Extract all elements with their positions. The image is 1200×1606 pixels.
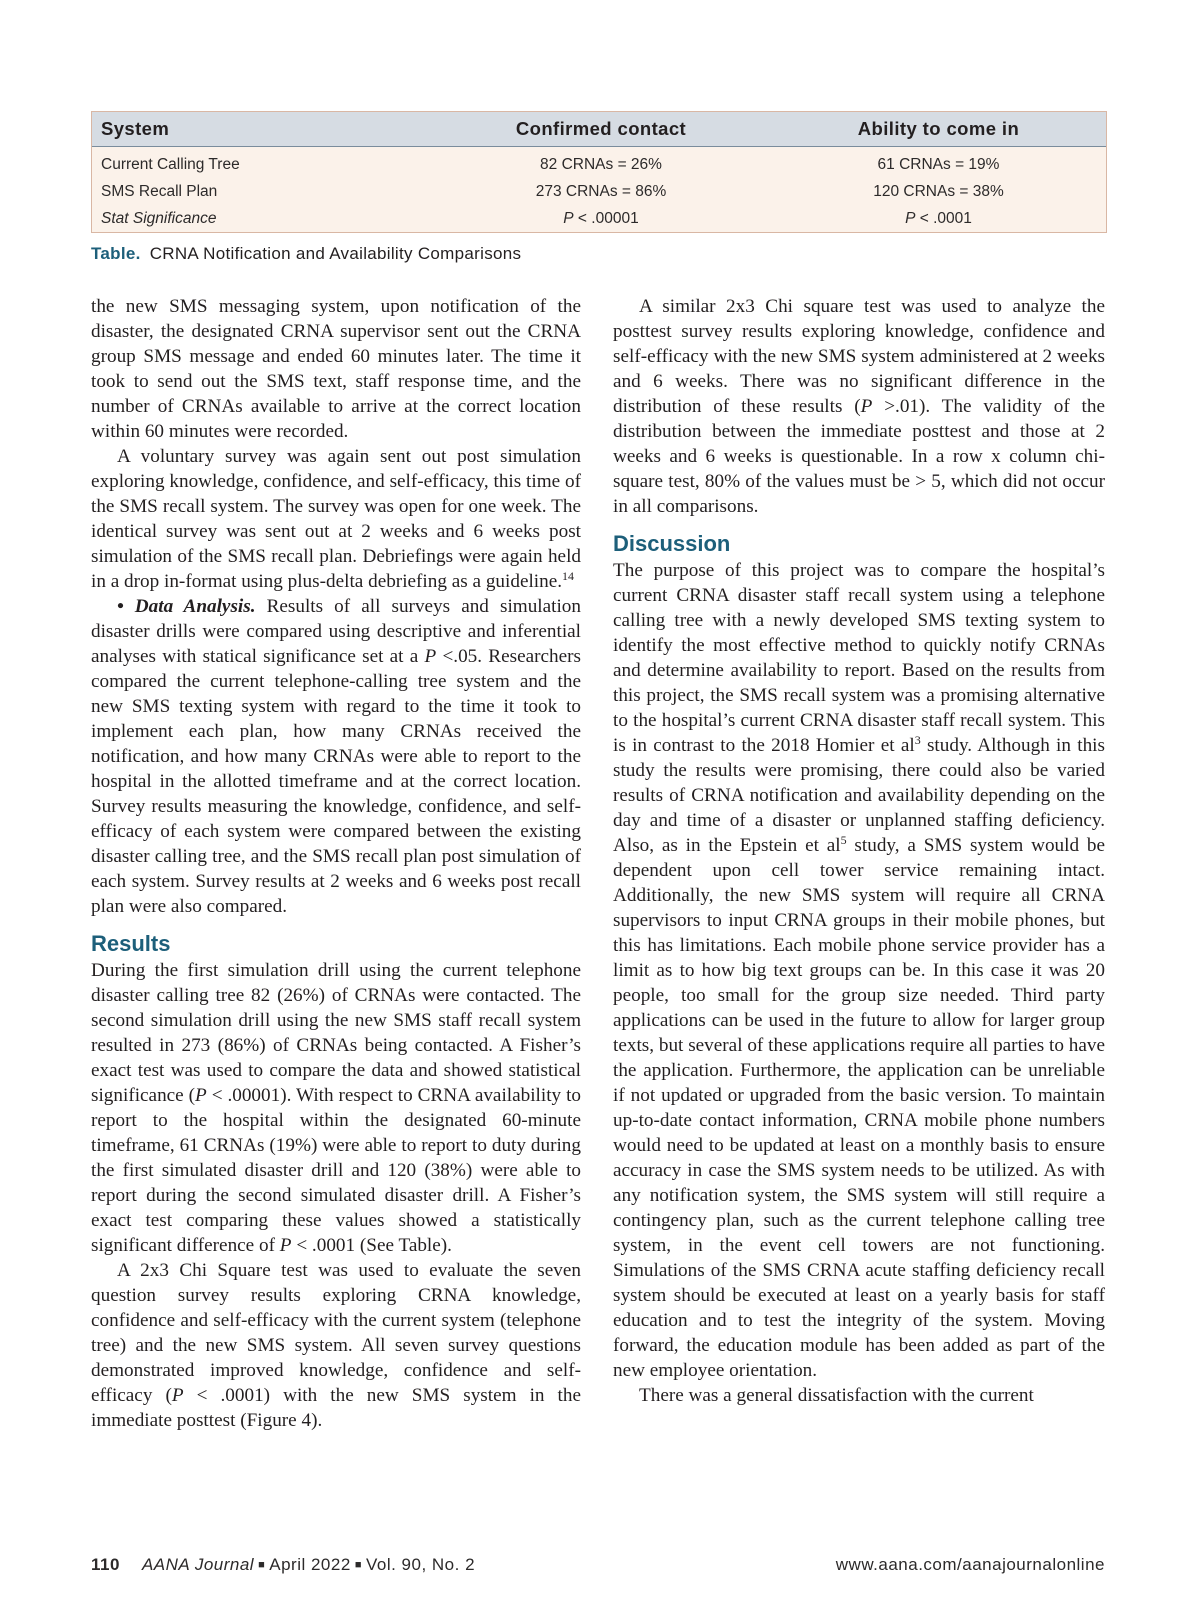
table-cell: 273 CRNAs = 86%	[535, 182, 667, 200]
table-cell: 82 CRNAs = 26%	[540, 155, 662, 173]
body-paragraph: A similar 2x3 Chi square test was used to analyze the posttest survey results exploring knowledge, confidence and self-efficacy with the new SMS system administered at 2 weeks and 6 weeks. There was no significant difference in the distribution of these results (P >.01). The validity of the distribution between the immediate posttest and those at 2 weeks and 6 weeks is questionable. In a row x column chi-square test, 80% of the values must be > 5, which did not occur in all comparisons.	[613, 296, 1106, 517]
issue-date: April 2022	[269, 1555, 351, 1574]
journal-url: www.aana.com/aanajournalonline	[835, 1555, 1105, 1574]
body-paragraph: There was a general dissatisfaction with the current	[639, 1385, 1034, 1406]
separator-icon: ■	[354, 1559, 362, 1571]
body-paragraph: the new SMS messaging system, upon notification of the disaster, the designated CRNA supervisor sent out the CRNA group SMS message and ended 60 minutes later. The time it took to send out the SMS text, staff response time, and the number of CRNAs available to arrive at the correct location within 60 minutes were recorded.	[91, 296, 581, 442]
volume-info: Vol. 90, No. 2	[365, 1555, 476, 1574]
left-column	[91, 294, 581, 1433]
table-row	[92, 147, 1106, 179]
column-header: Confirmed contact	[431, 112, 771, 147]
table-caption-text: CRNA Notification and Availability Comparisons	[149, 244, 522, 263]
body-paragraph: The purpose of this project was to compare the hospital’s current CRNA disaster staff recall system using a telephone calling tree with a newly developed SMS texting system to identify the most effective method to quickly notify CRNAs and determine availability to report. Based on the results from this project, the SMS recall system was a promising alternative to the hospital’s current CRNA disaster staff recall system. This is in contrast to the 2018 Homier et $al^3$ study. Although in this study the results were promising, there could also be varied results of CRNA notification and availability depending on the day and time of a disaster or unplanned staffing deficiency. Also, as in the Epstein et $al^5$ study, a SMS system would be dependent upon cell tower service remaining intact. Additionally, the new SMS system will require all CRNA supervisors to input CRNA groups in their mobile phones, but this has limitations. Each mobile phone service provider has a limit as to how big text groups can be. In this case it was 20 people, too small for the group size needed. Third party applications can be used in the future to allow for larger group texts, but several of these applications require all parties to have the application. Furthermore, the application can be unreliable if not updated or upgraded from the basic version. To maintain up-to-date contact information, CRNA mobile phone numbers would need to be updated at least on a monthly basis to ensure accuracy in case the SMS system needs to be utilized. As with any notification system, the SMS system will still require a contingency plan, such as the current telephone calling tree system, in the event cell towers are not functioning. Simulations of the SMS CRNA acute staffing deficiency recall system should be executed at least on a yearly basis for staff education and to test the integrity of the system. Moving forward, the education module has been added as part of the new employee orientation.	[613, 560, 1105, 1381]
table-cell: 61 CRNAs = 19%	[877, 155, 1000, 173]
body-paragraph: A voluntary survey was again sent out post simulation exploring knowledge, confidence, and self-efficacy, this time of the SMS recall system. The survey was open for one week. The identical survey was sent out at 2 weeks and 6 weeks post simulation of the SMS recall plan. Debriefings were again held in a drop in-format using plus-delta debriefing as a guideline.$^{14}$	[91, 446, 581, 592]
body-paragraph: • Data Analysis. Results of all surveys and simulation disaster drills were compared using descriptive and inferential analyses with statical significance set at a P <.05. Researchers compared the current telephone-calling tree system and the new SMS texting system with regard to the time it took to implement each plan, how many CRNAs received the notification, and how many CRNAs were able to report to the hospital in the allotted timeframe and at the correct location. Survey results measuring the knowledge, confidence, and self-efficacy of each system were compared between the existing disaster calling tree, and the SMS recall plan post simulation of each system. Survey results at 2 weeks and 6 weeks post recall plan were also compared.	[91, 596, 581, 917]
run-in-heading: • Data Analysis.	[117, 596, 256, 617]
table-cell: Current Calling Tree	[101, 155, 240, 173]
column-header: Ability to come in	[771, 112, 1106, 147]
table-cell: 120 CRNAs = 38%	[873, 182, 1004, 200]
separator-icon: ■	[258, 1559, 266, 1571]
right-column	[613, 294, 1105, 1408]
page-footer	[91, 1555, 1105, 1575]
body-paragraph: A 2x3 Chi Square test was used to evaluate the seven question survey results exploring CRNA knowledge, confidence and self-efficacy with the current system (telephone tree) and the new SMS system. All seven survey questions demonstrated improved knowledge, confidence and self-efficacy (P < .0001) with the new SMS system in the immediate posttest (Figure 4).	[91, 1260, 581, 1431]
table-row	[92, 205, 1106, 232]
table-cell: P < .00001	[563, 209, 639, 227]
reference-marker: 5	[840, 833, 847, 847]
table-row	[92, 178, 1106, 205]
body-paragraph: During the first simulation drill using the current telephone disaster calling tree 82 (26%) of CRNAs were contacted. The second simulation drill using the new SMS staff recall system resulted in 273 (86%) of CRNAs being contacted. A Fisher’s exact test was used to compare the data and showed statistical significance (P < .00001). With respect to CRNA availability to report to the hospital within the designated 60-minute timeframe, 61 CRNAs (19%) were able to report to duty during the first simulated disaster drill and 120 (38%) were able to report during the second simulated disaster drill. A Fisher’s exact test comparing these values showed a statistically significant difference of P < .0001 (See Table).	[91, 960, 581, 1256]
table-cell: SMS Recall Plan	[101, 182, 218, 200]
column-header: System	[92, 112, 431, 147]
section-heading-discussion: Discussion	[613, 531, 731, 556]
reference-marker: 14	[562, 569, 575, 583]
journal-name: AANA Journal	[141, 1555, 255, 1574]
reference-marker: 3	[914, 733, 921, 747]
data-table	[91, 111, 1107, 233]
table-caption-label: Table.	[91, 244, 141, 263]
table-cell: P < .0001	[905, 209, 972, 227]
table-cell: Stat Significance	[101, 209, 217, 227]
page-number: 110	[91, 1555, 120, 1574]
table-caption	[91, 244, 521, 264]
section-heading-results: Results	[91, 931, 171, 956]
table-header-row	[92, 112, 1106, 147]
